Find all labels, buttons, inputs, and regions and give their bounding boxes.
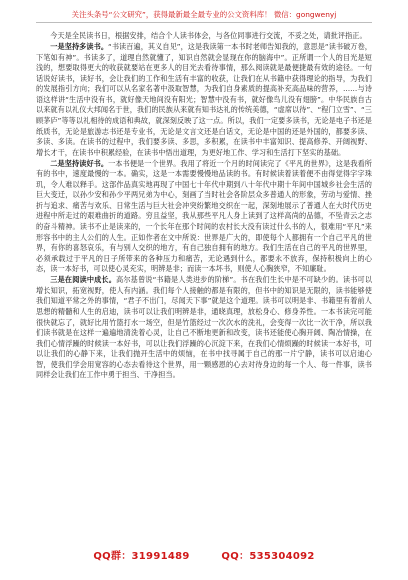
section-2-text: 一本书便是一个世界。我用了将近一个月的时间读完了《平凡的世界》，这是我看所有的书中，速度最慢的一本。确实，这是一本需要慢慢地品读的书。有时候读着读着便不由得觉得字字珠玑，令人难以释手。这部作品真实地再现了中国七十年代中期到八十年代中期十年间中国城乡社会生活的巨大变迁，以孙少安和孙少平两兄弟为中心，刻画了当时社会各阶层众多普通人的形象，劳动与爱情、挫折与追求、痛苦与欢乐、日常生活与巨大社会冲突纷繁地交织在一起，深刻地展示了普通人在大时代历史进程中所走过的艰难曲折的道路。穷且益坚，我从那些平凡人身上读到了这样高尚的品德，不坠青云之志的奋斗精神。读书不止是读来的，一个长年在那个时间的农村长大没有读过什么书的人，很难用“平凡”来形容书中的主人公们的人生。正如作者在文中所说：世界是广大的，即使每个人都拥有一个自己平凡的世界，有你的喜怒哀乐，有与别人交织的地方，有自己独自拥有的地方。我们生活在自己的平凡的世界里，必须承载过于平凡的日子所带来的各种压力和痛苦，无论遇到什么，都要永不放弃，保持积极向上的心态，读一本好书，可以使心灵充实，明辨是非；而读一本坏书，则使人心胸狭窄，不知廉耻。	[36, 158, 372, 274]
section-1-paragraph	[36, 42, 372, 158]
qq-group-number: QQ群：31991489	[93, 551, 190, 562]
section-1-heading: 一是坚持多读书。	[50, 42, 109, 52]
page-header: 关注头条号“公文研究”，获得最新最全最专业的公文资料库！ 微信：gongwenyj	[36, 10, 372, 23]
section-3-heading: 三是在阅读中成长。	[50, 275, 117, 285]
section-3-paragraph	[36, 275, 372, 380]
qq-number: QQ：535304092	[221, 551, 315, 562]
intro-paragraph: 今天是全民读书日，根据安排，结合个人读书体会，与各位同事进行交流，不妥之处，请批评指正。	[50, 31, 367, 40]
section-1-text: “书读百遍，其义自见”，这是我读第一本书时老师告知我的，意思是“读书破万卷，下笔如有神”。书读多了，道理自然就懂了，知识自然就会显现在你的脑海中”。正所谓一个人的目光是短浅的，想要取得更大的收获就要站在更多人的目光去看待事情，那么阅读就是最便捷最有效的途径。一句话说好读书，读好书，会让我们的工作和生活有丰富的收获，让我们在从书籍中获得理论的指导，为我们的发展指引方向；我们可以从名家名著中汲取智慧，为我们自身素质的提高补充高品味的营养，……与诗语这样讲“生活中没有书，就好像天地间没有阳光；智慧中没有书，就好像鸟儿没有翅膀”。中华民族自古以来就有以礼仪大邦闻名于世，我们的民族从来就有知书达礼的传统美德，“虚席以待”、“程门立雪”、“三顾茅庐”等等以礼相待的成语和典故，就深刻反映了这一点。所以，我们一定要多读书，无论是电子书还是纸质书，无论是旅游志书还是专业书，无论是文言文还是白话文，无论是中国的还是外国的，都要多读、多读、多读。在读书的过程中，我们要多读、多思，多积累，在读书中丰富知识、提高修养、开阔视野、增长才干，在读书中积累经验，在读书中悟出道理，为更好地工作、学习和生活打下坚实的基础。	[36, 42, 372, 157]
document-body	[36, 31, 372, 381]
section-3-text: 高尔基曾说“书籍是人类进步的阶梯”。书在我们生长中是不可缺少的。读书可以增长知识，拓宽视野，使人有内涵。我们每个人接触的都是有限的，但书中的知识是无限的，读书能够使我们知道平常之外的事情，“君子不出门，尽闻天下事”就是这个道理。读书可以明是非、书籍里有着前人思想的精髓和人生的启迪，读书可以让我们明辨是非，通晓真理，放松身心、修身养性。一本书读完可能很快就忘了，就好比用竹篮打水一场空，但是竹篮经过一次次水的洗礼，会变得一次比一次干净，所以我们读书就是在这样一遍遍地清洗着心灵，让自己不断地更新和改变，读书还能使心胸开阔、陶冶情操，在我们心情浮躁的时候读一本好书，可以让我们浮躁的心沉淀下来，在我们心情烦躁的时候读一本好书，可以让我们的心静下来，让我们抛开生活中的烦恼，在书中找寻属于自己的那一片宁静，读书可以启迪心智，使我们学会用宽容的心态去看待这个世界，用一颗感恩的心去对待身边的每一个人、每一件事，读书同样会让我们在工作中勇于担当、干净担当。	[36, 275, 373, 380]
page-footer	[0, 547, 408, 562]
section-2-heading: 二是坚持读好书。	[50, 158, 109, 168]
section-2-paragraph	[36, 159, 372, 275]
